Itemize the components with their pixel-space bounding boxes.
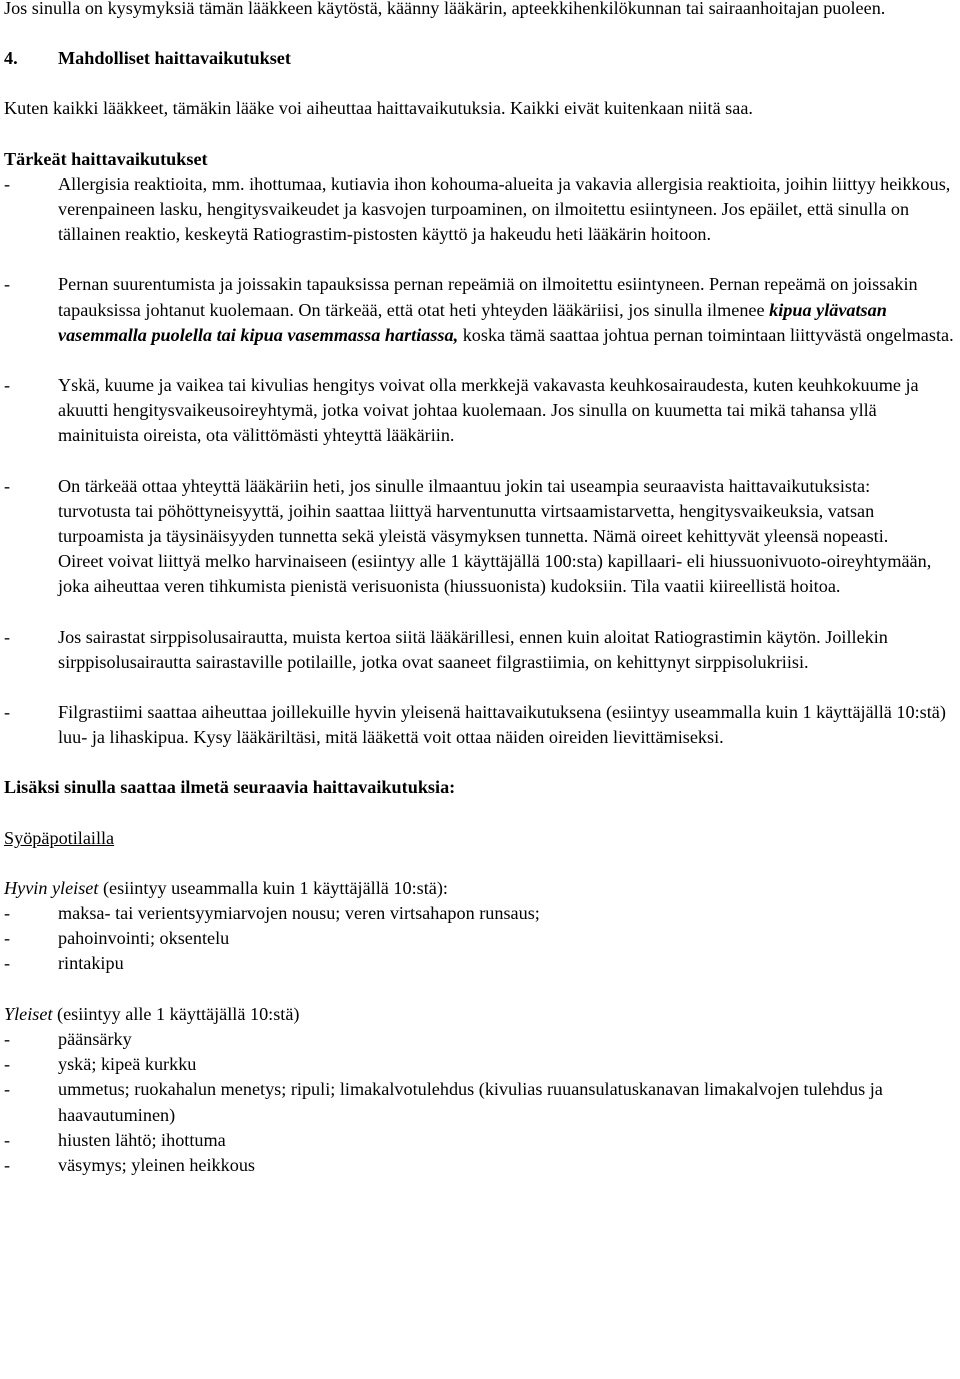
dash-bullet: - xyxy=(4,375,11,396)
dash-bullet: - xyxy=(4,1079,11,1100)
emphasis-text: kipua ylävatsan vasemmalla puolella tai kipua vasemmassa hartiassa, xyxy=(58,299,887,345)
list-item: - pahoinvointi; oksentelu xyxy=(4,926,954,951)
list-item-sickle: - Jos sairastat sirppisolusairautta, muista kertoa siitä lääkärillesi, ennen kuin aloitat Ratiograstimin käytön. Joillekin sirppisolusairautta sairastaville potilaille, jotka ovat saaneet filgrastiimia, on kehittynyt sirppisolukriisi. xyxy=(4,626,888,672)
subgroup-heading: Syöpäpotilailla xyxy=(4,827,115,848)
dash-bullet: - xyxy=(4,903,11,924)
section-number: 4. xyxy=(4,48,18,69)
dash-bullet: - xyxy=(4,1054,11,1075)
dash-bullet: - xyxy=(4,1129,11,1150)
section-intro: Kuten kaikki lääkkeet, tämäkin lääke voi aiheuttaa haittavaikutuksia. Kaikki eivät kuitenkaan niitä saa. xyxy=(4,98,753,119)
list-item: - hiusten lähtö; ihottuma xyxy=(4,1128,954,1153)
additional-heading: Lisäksi sinulla saattaa ilmetä seuraavia haittavaikutuksia: xyxy=(4,777,456,798)
list-item-allergy: - Allergisia reaktioita, mm. ihottumaa, kutiavia ihon kohouma-alueita ja vakavia allergisia reaktioita, joihin liittyy heikkous, verenpaineen lasku, hengitysvaikeudet ja kasvojen turpoaminen, on ilmoitettu esiintyneen. Jos epäilet, että sinulla on tällainen reaktio, keskeytä Ratiograstim-pistosten käyttö ja hakeudu heti lääkärin hoitoon. xyxy=(4,173,951,245)
dash-bullet: - xyxy=(4,173,11,194)
dash-bullet: - xyxy=(4,1154,11,1175)
dash-bullet: - xyxy=(4,953,11,974)
list-item-capillary: - On tärkeää ottaa yhteyttä lääkäriin heti, jos sinulle ilmaantuu jokin tai useampia seuraavista haittavaikutuksista: turvotusta tai pöhöttyneisyyttä, joihin saattaa liittyä harventunutta virtsaamistarvetta, hengitysvaikeuksia, vatsan turpoamista ja täysinäisyyden tunnetta sekä yleistä väsymyksen tunnetta. Nämä oireet kehittyvät yleensä nopeasti. Oireet voivat liittyä melko harvinaiseen (esiintyy alle 1 käyttäjällä 100:sta) kapillaari- eli hiussuonivuoto-oireyhtymään, joka aiheuttaa veren tihkumista pienistä verisuonista (hiussuonista) kudoksiin. Tila vaatii kiireellistä hoitoa. xyxy=(4,475,932,597)
list-item-lung: - Yskä, kuume ja vaikea tai kivulias hengitys voivat olla merkkejä vakavasta keuhkosairaudesta, kuten keuhkokuume ja akuutti hengitysvaikeusoireyhtymä, jotka voivat johtaa kuolemaan. Jos sinulla on kuumetta tai mikä tahansa yllä mainituista oireista, ota välittömästi yhteyttä lääkäriin. xyxy=(4,375,919,446)
document-page xyxy=(4,0,954,1178)
dash-bullet: - xyxy=(4,928,11,949)
list-item: - maksa- tai verientsyymiarvojen nousu; veren virtsahapon runsaus; xyxy=(4,901,954,926)
dash-bullet: - xyxy=(4,702,11,723)
section-heading xyxy=(4,46,954,71)
intro-paragraph: Jos sinulla on kysymyksiä tämän lääkkeen käytöstä, käänny lääkärin, apteekkihenkilökunnan tai sairaanhoitajan puoleen. xyxy=(4,0,886,18)
dash-bullet: - xyxy=(4,274,11,295)
dash-bullet: - xyxy=(4,475,11,496)
list-item: - päänsärky xyxy=(4,1027,954,1052)
list-item: - yskä; kipeä kurkku xyxy=(4,1052,954,1077)
list-item-spleen: - Pernan suurentumista ja joissakin tapauksissa pernan repeämiä on ilmoitettu esiintyneen. Pernan repeämä on joissakin tapauksissa johtanut kuolemaan. On tärkeää, että otat heti yhteyden lääkäriisi, jos sinulla ilmenee kipua ylävatsan vasemmalla puolella tai kipua vasemmassa hartiassa, koska tämä saattaa johtua pernan toimintaan liittyvästä ongelmasta. xyxy=(4,274,954,345)
common-heading: Yleiset (esiintyy alle 1 käyttäjällä 10:stä) xyxy=(4,1003,300,1024)
list-item: - väsymys; yleinen heikkous xyxy=(4,1153,954,1178)
list-item-bone: - Filgrastiimi saattaa aiheuttaa joillekuille hyvin yleisenä haittavaikutuksena (esiintyy useammalla kuin 1 käyttäjällä 10:stä) luu- ja lihaskipua. Kysy lääkäriltäsi, mitä lääkettä voit ottaa näiden oireiden lievittämiseksi. xyxy=(4,702,946,748)
dash-bullet: - xyxy=(4,1028,11,1049)
list-item: - ummetus; ruokahalun menetys; ripuli; limakalvotulehdus (kivulias ruuansulatuskanavan limakalvojen tulehdus ja haavautuminen) xyxy=(4,1079,883,1125)
very-common-heading: Hyvin yleiset (esiintyy useammalla kuin 1 käyttäjällä 10:stä): xyxy=(4,877,448,898)
important-heading: Tärkeät haittavaikutukset xyxy=(4,148,208,169)
list-item: - rintakipu xyxy=(4,951,954,976)
dash-bullet: - xyxy=(4,626,11,647)
section-title: Mahdolliset haittavaikutukset xyxy=(58,48,291,69)
